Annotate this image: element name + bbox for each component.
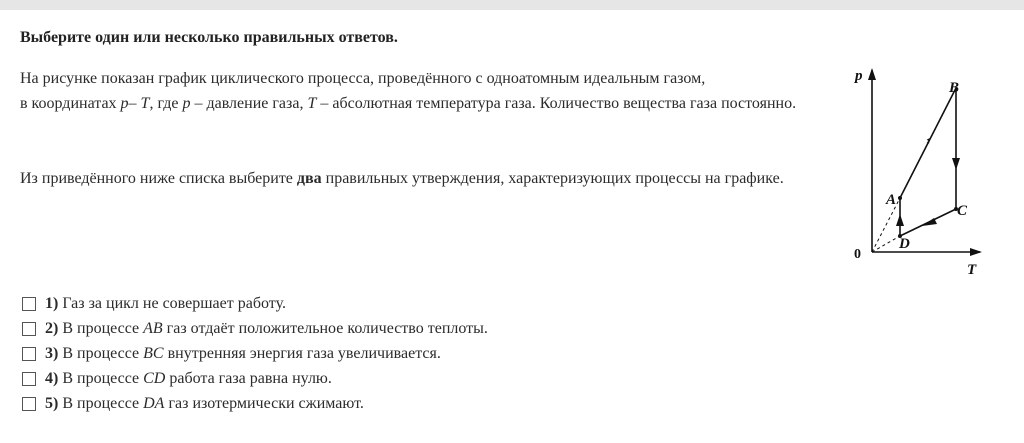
emphasis: два [296,170,322,187]
text-part: работа газа равна нулю. [165,369,332,387]
origin-label: 0 [854,247,861,262]
process-label: AB [143,319,163,337]
option-text [62,395,364,413]
checkbox[interactable] [22,297,36,311]
point-B-label: B [949,80,960,96]
question-paragraph-2 [20,166,836,191]
checkbox[interactable] [22,347,36,361]
text-part: В процессе [62,344,144,362]
option-4[interactable] [22,366,488,391]
arrow-AB [920,138,930,146]
var-p: p [182,95,191,112]
option-text [62,320,488,338]
question-text: в координатах [20,95,121,112]
pt-cycle-graph [848,66,988,280]
point-C-label: C [957,203,968,219]
option-2[interactable] [22,316,488,341]
x-axis-arrow [970,248,982,256]
text-part: В процессе [62,394,144,412]
dashed-line-origin-D [872,236,900,252]
arrow-BC [952,158,960,170]
option-number: 5) [45,394,59,412]
answer-options [22,291,488,416]
arrow-DA [896,214,904,226]
checkbox[interactable] [22,397,36,411]
option-number: 2) [45,319,59,337]
instruction-heading: Выберите один или несколько правильных ответов. [20,29,398,46]
checkbox[interactable] [22,372,36,386]
axis-y-label: p [855,68,863,84]
axis-x-label: T [967,262,977,278]
question-paragraph-1 [20,66,836,116]
option-number: 3) [45,344,59,362]
point-D-label: D [899,236,910,252]
question-text: – абсолютная температура газа. Количество вещества газа постоянно. [316,95,797,112]
process-label: CD [143,369,166,387]
text-part: внутренняя энергия газа увеличивается. [163,344,441,362]
option-3[interactable] [22,341,488,366]
text-part: В процессе [62,319,144,337]
option-number: 1) [45,294,59,312]
text-part: газ изотермически сжимают. [164,394,364,412]
point-A-label: A [886,192,897,208]
var-T: T [140,95,150,112]
var-p: p [120,95,129,112]
option-5[interactable] [22,391,488,416]
process-label: DA [143,394,165,412]
text-part: газ отдаёт положительное количество теплоты. [162,319,488,337]
var-T: T [307,95,317,112]
option-number: 4) [45,369,59,387]
question-text: Из приведённого ниже списка выберите [20,170,297,187]
option-text [62,370,332,388]
question-text: правильных утверждения, характеризующих процессы на графике. [321,170,784,187]
segment-AB [900,88,956,198]
top-bar [0,0,1024,10]
text-part: В процессе [62,369,144,387]
checkbox[interactable] [22,322,36,336]
y-axis-arrow [868,68,876,80]
question-text: На рисунке показан график циклического процесса, проведённого с одноатомным идеальным газом, [20,70,706,87]
question-text: – [128,95,141,112]
point-A-dot [898,196,902,200]
option-1[interactable] [22,291,488,316]
process-label: BC [143,344,164,362]
option-text [62,345,441,363]
question-text: , где [149,95,183,112]
option-text: Газ за цикл не совершает работу. [62,294,286,312]
question-text: – давление газа, [190,95,308,112]
